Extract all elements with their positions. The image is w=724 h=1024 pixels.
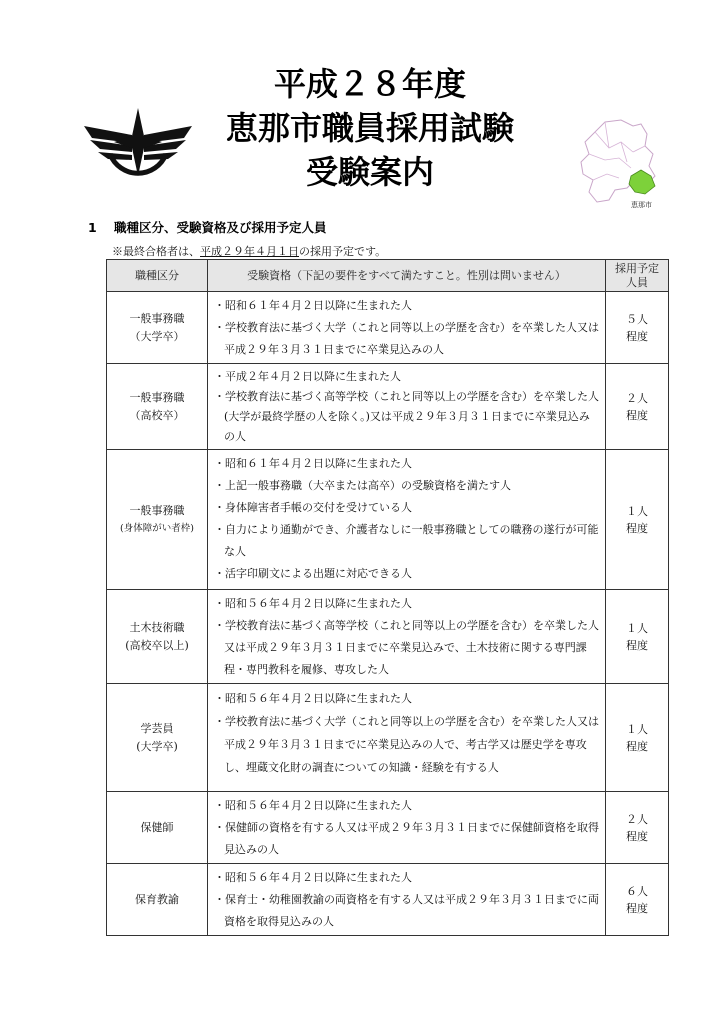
table-row [107,292,669,364]
header-count-line1: 採用予定 [615,261,659,275]
section-number: 1 [88,220,97,235]
count-value: ２人 [626,812,648,826]
qualification-item: ・昭和５６年４月２日以降に生まれた人 [214,871,412,884]
category-name: 保育教諭 [135,892,179,906]
count-suffix: 程度 [626,638,648,652]
section-heading [88,218,327,236]
category-cell [107,590,208,684]
qualification-item: ・学校教育法に基づく大学（これと同等以上の学歴を含む）を卒業した人又は平成２９年３月３１日までに卒業見込みの人 [214,321,599,356]
count-suffix: 程度 [626,829,648,843]
table-row [107,792,669,864]
section-title: 職種区分、受験資格及び採用予定人員 [114,220,327,235]
qualification-item: ・上記一般事務職（大卒または高卒）の受験資格を満たす人 [214,479,511,492]
qualification-cell [208,864,606,936]
count-value: １人 [626,722,648,736]
qualification-item: ・保健師の資格を有する人又は平成２９年３月３１日までに保健師資格を取得見込みの人 [214,821,599,856]
title-line-guide: 受験案内 [305,153,434,191]
count-cell [606,792,669,864]
count-cell [606,864,669,936]
job-category-table [106,259,669,936]
gifu-prefecture-map [575,118,665,210]
qualification-item: ・昭和５６年４月２日以降に生まれた人 [214,692,412,705]
qualification-item: ・昭和５６年４月２日以降に生まれた人 [214,597,412,610]
note-prefix: ※最終合格者は、 [112,245,200,258]
category-name: 土木技術職 [129,620,185,634]
table-header-row [107,260,669,292]
category-cell [107,684,208,792]
count-value: ５人 [626,312,648,326]
qualification-item: ・昭和６１年４月２日以降に生まれた人 [214,299,412,312]
count-cell [606,450,669,590]
qualification-item: ・平成２年４月２日以降に生まれた人 [214,370,401,383]
category-name: 学芸員 [140,721,174,735]
count-suffix: 程度 [626,329,648,343]
category-sub: (身体障がい者枠) [120,522,194,534]
count-suffix: 程度 [626,408,648,422]
header-category: 職種区分 [107,260,208,292]
qualification-item: ・昭和５６年４月２日以降に生まれた人 [214,799,412,812]
category-name: 一般事務職 [129,503,185,517]
count-value: ２人 [626,391,648,405]
page-header [0,0,724,209]
qualification-item: ・学校教育法に基づく大学（これと同等以上の学歴を含む）を卒業した人又は平成２９年３月３１日までに卒業見込みの人で、考古学又は歴史学を専攻し、埋蔵文化財の調査についての知識・経験を有する人 [214,715,599,774]
qualification-cell [208,292,606,364]
count-suffix: 程度 [626,521,648,535]
table-row [107,864,669,936]
category-name: 保健師 [140,820,174,834]
qualification-item: ・学校教育法に基づく高等学校（これと同等以上の学歴を含む）を卒業した人又は平成２９年３月３１日までに卒業見込みで、土木技術に関する専門課程・専門教科を履修、専攻した人 [214,619,599,676]
note-date: 平成２９年４月１日 [200,245,299,258]
category-name: 一般事務職 [129,311,185,325]
qualification-item: ・自力により通勤ができ、介護者なしに一般事務職としての職務の遂行が可能な人 [214,523,599,558]
count-cell [606,292,669,364]
qualification-item: ・保育士・幼稚園教諭の両資格を有する人又は平成２９年３月３１日までに両資格を取得見込みの人 [214,893,599,928]
table-row [107,364,669,450]
note-suffix: の採用予定です。 [299,245,387,258]
qualification-item: ・学校教育法に基づく高等学校（これと同等以上の学歴を含む）を卒業した人(大学が最終学歴の人を除く。)又は平成２９年３月３１日までに卒業見込みの人 [214,390,599,443]
category-name: 一般事務職 [129,390,185,404]
qualification-cell [208,590,606,684]
table-row [107,450,669,590]
header-count [606,260,669,292]
category-sub: （大学卒） [129,329,185,343]
category-cell [107,864,208,936]
count-cell [606,590,669,684]
category-cell [107,792,208,864]
map-label: 恵那市 [631,201,652,209]
count-value: １人 [626,504,648,518]
count-suffix: 程度 [626,739,648,753]
table-row [107,684,669,792]
category-cell [107,364,208,450]
header-count-line2: 人員 [626,275,648,289]
count-suffix: 程度 [626,901,648,915]
qualification-cell [208,450,606,590]
header-qualification: 受験資格（下記の要件をすべて満たすこと。性別は問いません） [208,260,606,292]
qualification-cell [208,364,606,450]
qualification-item: ・昭和６１年４月２日以降に生まれた人 [214,457,412,470]
count-cell [606,364,669,450]
hiring-date-note [112,243,386,259]
category-cell [107,450,208,590]
qualification-item: ・活字印刷文による出題に対応できる人 [214,567,412,580]
city-emblem-logo [82,102,194,192]
title-line-year: 平成２８年度 [273,65,466,103]
table-row [107,590,669,684]
category-sub: （高校卒） [129,408,185,422]
title-line-exam: 恵那市職員採用試験 [225,109,514,147]
qualification-cell [208,684,606,792]
document-title [210,62,530,194]
category-cell [107,292,208,364]
count-value: ６人 [626,884,648,898]
category-sub: (高校卒以上) [125,638,189,652]
count-value: １人 [626,621,648,635]
count-cell [606,684,669,792]
qualification-item: ・身体障害者手帳の交付を受けている人 [214,501,412,514]
category-sub: (大学卒) [136,739,178,753]
qualification-cell [208,792,606,864]
